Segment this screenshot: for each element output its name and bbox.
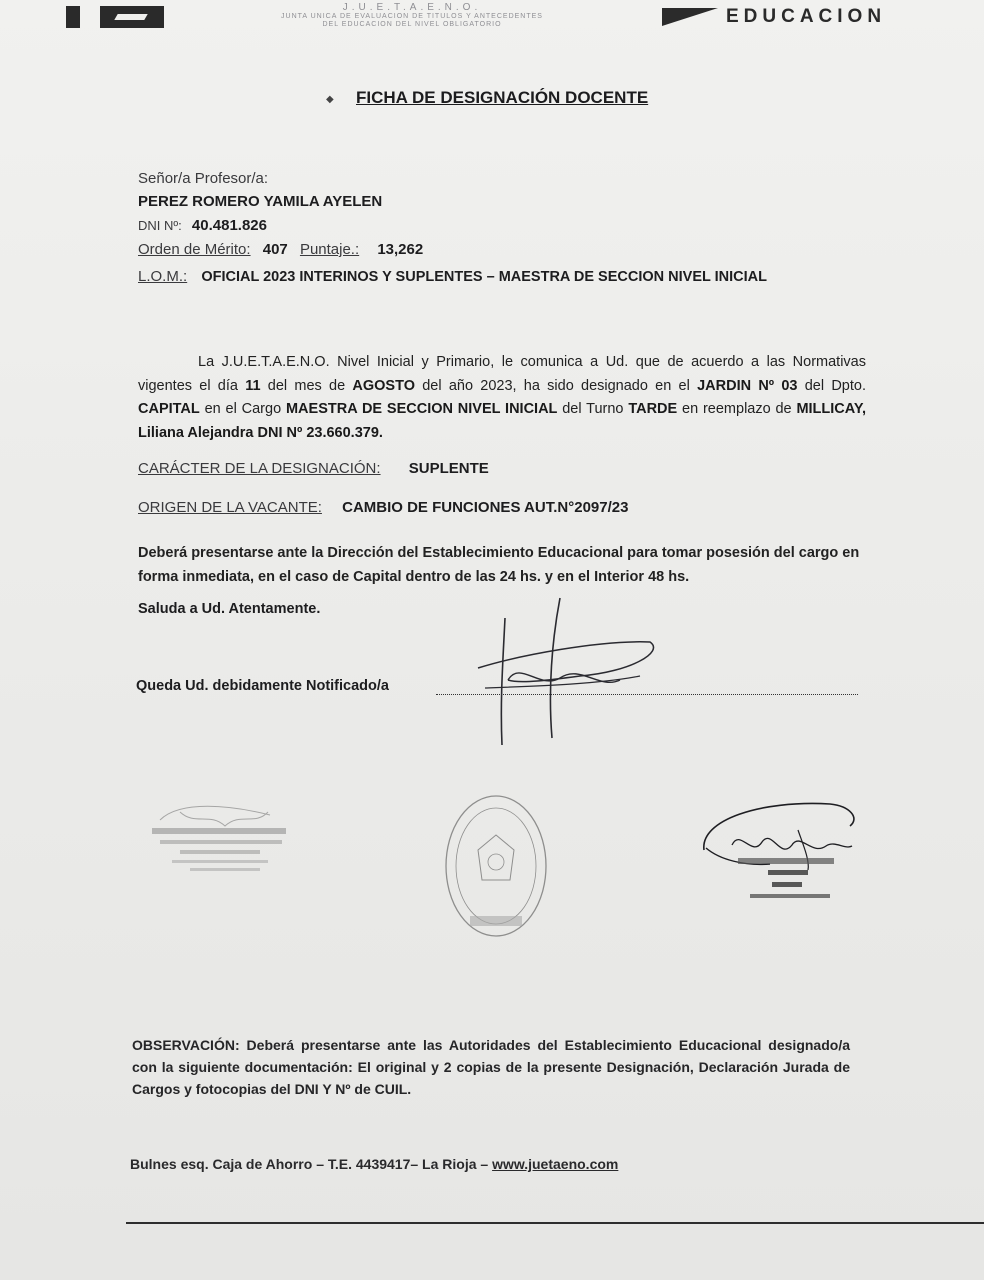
lom-value: OFICIAL 2023 INTERINOS Y SUPLENTES – MAESTRA DE SECCION NIVEL INICIAL [201,269,767,285]
merit-label: Orden de Mérito: [138,241,251,258]
shift-value: TARDE [628,401,678,417]
observation-text: Deberá presentarse ante las Autoridades del Establecimiento Educacional designado/a con la siguiente documentación: El original y 2 copias de la presente Designación, Declaración Jurada de Cargos y fotocopias del DNI Y Nº de CUIL. [132,1037,850,1097]
position-value: MAESTRA DE SECCION NIVEL INICIAL [285,401,558,417]
recipient-name: PEREZ ROMERO YAMILA AYELEN [138,193,383,210]
para-text-4: del Dpto. [797,377,866,394]
para-text-7: en reemplazo de [677,401,797,417]
para-text-5: en el Cargo [199,401,286,417]
footer-divider [126,1222,984,1224]
school-value: JARDIN Nº 03 [697,377,798,394]
replaced-dni: DNI Nº 23.660.379. [257,424,383,441]
header-org-name-2: DEL EDUCACION DEL NIVEL OBLIGATORIO [322,21,502,28]
replaced-value: MILLICAY, Liliana Alejandra [138,401,867,441]
para-text-6: del Turno [557,401,629,417]
header-org-name-1: JUNTA UNICA DE EVALUACION DE TITULOS Y ANTECEDENTES [281,13,543,20]
observation-label: OBSERVACIÓN: [132,1037,240,1053]
score-label: Puntaje.: [299,241,360,258]
header-acronym: J.U.E.T.A.E.N.O. [342,2,482,13]
lom-label: L.O.M.: [138,268,188,285]
character-value: SUPLENTE [408,460,489,477]
instruction-text: Deberá presentarse ante la Dirección del Establecimiento Educacional para tomar posesión del cargo en forma inmediata, en el caso de Capital dentro de las 24 hs. y en el Interior 48 hs. [138,545,860,585]
merit-value: 407 [262,241,288,258]
origin-label: ORIGEN DE LA VACANTE: [138,499,322,516]
dept-value: CAPITAL [138,401,200,417]
dni-value: 40.481.826 [191,217,267,234]
character-row [138,460,489,477]
day-value: 11 [245,377,261,394]
dni-label: DNI Nº: [138,218,182,233]
header-org [216,2,608,29]
origin-value: CAMBIO DE FUNCIONES AUT.N°2097/23 [342,499,629,516]
footer-website-link[interactable]: www.juetaeno.com [492,1156,619,1172]
bullet-icon: ◆ [326,94,334,105]
footer-row [130,1156,618,1172]
para-text-1: La J.U.E.T.A.E.N.O. Nivel Inicial y Primario, le comunica a Ud. que de acuerdo a las Normativas vigentes el día [138,354,866,394]
footer-address: Bulnes esq. Caja de Ahorro – T.E. 4439417– La Rioja – [130,1156,493,1172]
para-text-3: del año 2023, ha sido designado en el [414,377,698,394]
merit-row [138,241,423,258]
observation-block [132,1034,850,1100]
origin-row [138,499,628,516]
notified-text: Queda Ud. debidamente Notificado/a [136,678,389,694]
month-value: AGOSTO [352,377,415,394]
signature-line [436,694,858,695]
dni-row [138,217,267,234]
closing-text: Saluda a Ud. Atentamente. [138,601,321,617]
lom-row [138,268,767,285]
score-value: 13,262 [377,241,424,258]
para-text-2: del mes de [260,377,353,394]
character-label: CARÁCTER DE LA DESIGNACIÓN: [138,460,381,477]
ministry-name: EDUCACION [726,6,887,27]
page-title: FICHA DE DESIGNACIÓN DOCENTE [356,88,649,107]
greeting: Señor/a Profesor/a: [138,170,269,187]
designation-paragraph [138,351,866,445]
